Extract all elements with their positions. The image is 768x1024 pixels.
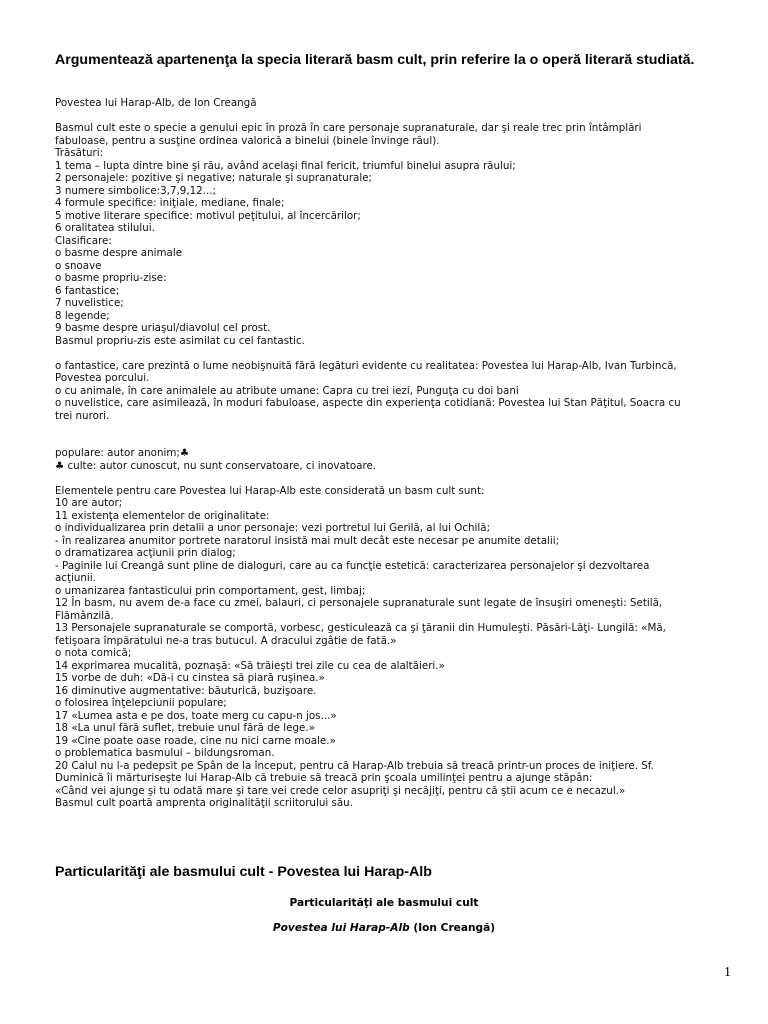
text-line: Clasificare: <box>55 234 112 247</box>
text-line: 12 În basm, nu avem de-a face cu zmei, balauri, ci personajele supranaturale sunt legate de însuşiri omeneşti: Setilă, <box>55 597 663 609</box>
text-line: o problematica basmului – bildungsroman. <box>55 747 275 759</box>
text-line: Elementele pentru care Povestea lui Harap-Alb este considerată un basm cult sunt: <box>55 484 485 497</box>
text-line: 9 basme despre uriaşul/diavolul cel prost. <box>55 322 271 334</box>
text-line: 1 tema – lupta dintre bine şi rău, având acelaşi final fericit, triumful binelui asupra răului; <box>55 159 516 172</box>
text-line: Basmul propriu-zis este asimilat cu cel fantastic. <box>55 334 305 347</box>
text-line: o snoave <box>55 259 102 272</box>
work-reference <box>0 922 768 935</box>
text-line: 8 legende; <box>55 309 110 322</box>
text-line: 17 «Lumea asta e pe dos, toate merg cu capu-n jos...» <box>55 709 337 722</box>
text-line: Povestea porcului. <box>55 372 150 384</box>
text-line: - Paginile lui Creangă sunt pline de dialoguri, care au ca funcţie estetică: caracterizarea personajelor şi dezvoltarea <box>55 559 650 572</box>
text-line: o nota comică; <box>55 647 132 659</box>
text-line: o basme propriu-zise: <box>55 272 167 284</box>
text-line: 2 personajele: pozitive şi negative; naturale şi supranaturale; <box>55 172 373 184</box>
paragraph-gap <box>55 110 730 123</box>
text-line: Basmul cult poartă amprenta originalităţii scriitorului său. <box>55 797 353 809</box>
text-line: acţiunii. <box>55 572 96 584</box>
section-title: Particularităţi ale basmului cult - Povestea lui Harap-Alb <box>55 864 432 880</box>
text-line: 14 exprimarea mucalită, poznaşă: «Să trăieşti trei zile cu cea de alaltăieri.» <box>55 659 445 672</box>
text-line: Trăsături: <box>55 147 104 159</box>
text-line: populare: autor anonim;♣ <box>55 447 190 459</box>
text-line: 10 are autor; <box>55 497 123 509</box>
text-line: 3 numere simbolice:3,7,9,12...; <box>55 184 216 197</box>
text-line: o fantastice, care prezintă o lume neobişnuită fără legături evidente cu realitatea: Povestea lui Harap-Alb, Ivan Turbincă, <box>55 359 677 372</box>
text-line: o nuvelistice, care asimilează, în moduri fabuloase, aspecte din experienţa cotidiană: Povestea lui Stan Păţitul, Soacra cu <box>55 397 681 409</box>
text-line: o umanizarea fantasticului prin comportament, gest, limbaj; <box>55 584 366 597</box>
page-number: 1 <box>724 965 731 980</box>
text-line: 4 formule specifice: iniţiale, mediane, finale; <box>55 197 285 209</box>
text-line: fabuloase, pentru a susţine ordinea valorică a binelui (binele învinge răul). <box>55 134 440 147</box>
text-line: 15 vorbe de duh: «Dă-i cu cinstea să piară ruşinea.» <box>55 672 325 684</box>
section-subtitle: Particularităţi ale basmului cult <box>289 897 479 909</box>
text-line: 6 fantastice; <box>55 284 120 297</box>
text-line: 7 nuvelistice; <box>55 297 124 309</box>
text-line: o folosirea înţelepciunii populare; <box>55 697 227 709</box>
text-line: o individualizarea prin detalii a unor personaje: vezi portretul lui Gerilă, al lui Ochilă; <box>55 522 491 534</box>
text-line: o cu animale, în care animalele au atribute umane: Capra cu trei iezi, Punguţa cu doi bani <box>55 384 519 397</box>
text-line: 5 motive literare specifice: motivul peţitului, al încercărilor; <box>55 209 361 222</box>
text-line: - în realizarea anumitor portrete naratorul insistă mai mult decât este necesar pe anumite detalii; <box>55 534 560 547</box>
text-line: 19 «Cine poate oase roade, cine nu nici carne moale.» <box>55 734 336 747</box>
paragraph-gap <box>55 435 730 448</box>
text-line: 20 Calul nu l-a pedepsit pe Spân de la început, pentru că Harap-Alb trebuia să treacă printr-un proces de iniţiere. Sf. <box>55 759 654 772</box>
text-line: Povestea lui Harap-Alb, de Ion Creangă <box>55 97 257 109</box>
text-line: 6 oralitatea stilului. <box>55 222 155 234</box>
text-line: o dramatizarea acţiunii prin dialog; <box>55 547 236 559</box>
text-line: «Când vei ajunge şi tu odată mare şi tare vei crede celor asupriţi şi necăjiţi, pentru că ştii acum ce e necazul.» <box>55 784 626 797</box>
paragraph-gap <box>55 347 730 360</box>
work-author: (Ion Creangă) <box>409 922 496 934</box>
text-line: 16 diminutive augmentative: băuturică, buzişoare. <box>55 684 317 697</box>
text-line: ♣ culte: autor cunoscut, nu sunt conservatoare, ci inovatoare. <box>55 459 377 472</box>
paragraph-gap <box>55 422 730 435</box>
work-title: Povestea lui Harap-Alb <box>272 922 410 934</box>
page-title: Argumentează apartenenţa la specia literară basm cult, prin referire la o operă literară studiată. <box>55 52 695 68</box>
text-line: trei nurori. <box>55 409 110 422</box>
text-line: Flămânzilă. <box>55 609 114 622</box>
paragraph-gap <box>55 472 730 485</box>
text-line: 11 existenţa elementelor de originalitate: <box>55 509 270 522</box>
document-body <box>55 97 730 810</box>
text-line: Basmul cult este o specie a genului epic în proză în care personaje supranaturale, dar şi reale trec prin întâmplări <box>55 122 642 134</box>
text-line: Duminică îi mărturiseşte lui Harap-Alb că trebuie să treacă prin şcoala umilinţei pentru a ajunge stăpân: <box>55 772 593 784</box>
text-line: fetişoara împăratului ne-a tras butucul. A dracului zgâtie de fată.» <box>55 634 397 647</box>
text-line: o basme despre animale <box>55 247 183 259</box>
text-line: 13 Personajele supranaturale se comportă, vorbesc, gesticulează ca şi ţăranii din Humuleşti. Păsări-Lăţi- Lungilă: «Mă, <box>55 622 666 634</box>
text-line: 18 «La unul fără suflet, trebuie unul fără de lege.» <box>55 722 315 734</box>
